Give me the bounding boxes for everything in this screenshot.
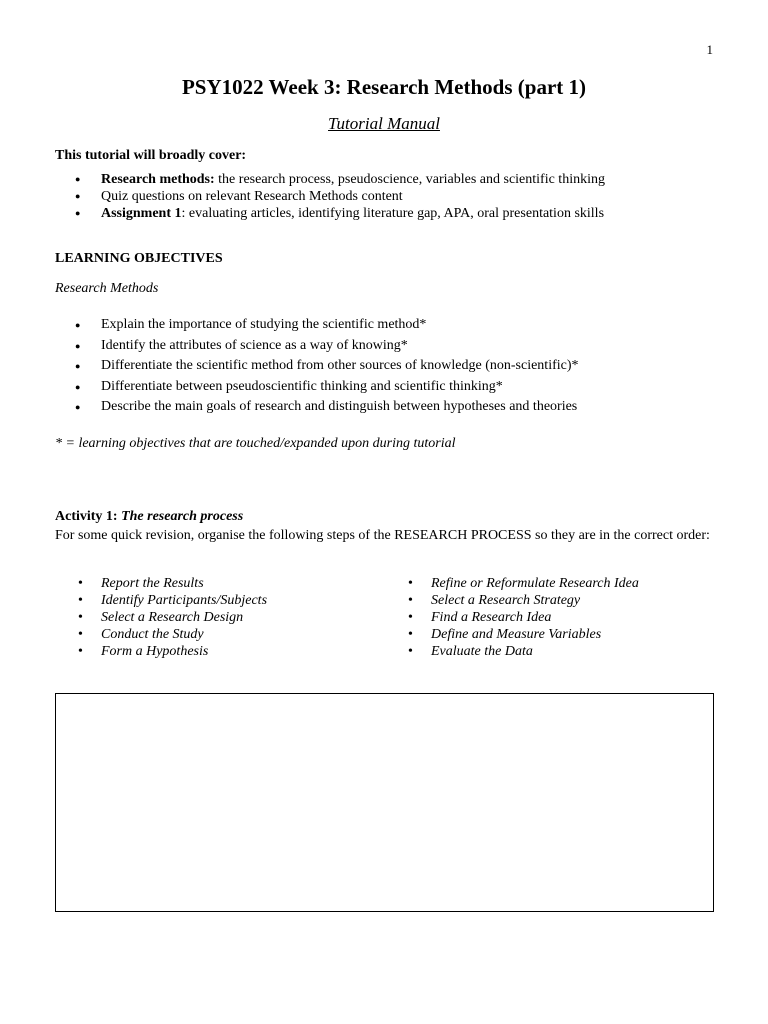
bullet-icon: ● [75, 381, 81, 392]
objectives-note: * = learning objectives that are touched/expanded upon during tutorial [55, 436, 456, 451]
step-item [78, 575, 267, 592]
step-item [78, 592, 267, 609]
steps-list-right [408, 575, 639, 660]
objective-item [55, 397, 579, 418]
step-text: Form a Hypothesis [101, 644, 209, 659]
cover-item [55, 188, 605, 205]
steps-list-left [78, 575, 267, 660]
objective-text: Differentiate the scientific method from other sources of knowledge (non-scientific)* [101, 358, 579, 373]
step-text: Select a Research Design [101, 610, 244, 625]
page-number: 1 [706, 42, 713, 57]
bullet-icon: ● [75, 402, 81, 412]
activity-instructions: For some quick revision, organise the following steps of the RESEARCH PROCESS so they are in the correct order: [55, 528, 710, 543]
objective-text: Identify the attributes of science as a way of knowing* [101, 337, 408, 353]
cover-heading: This tutorial will broadly cover: [55, 148, 247, 163]
document-subtitle: Tutorial Manual [328, 114, 440, 133]
step-text: Evaluate the Data [431, 644, 533, 659]
bullet-icon: • [78, 576, 83, 591]
objectives-list [55, 315, 579, 418]
objective-text: Explain the importance of studying the scientific method* [101, 317, 427, 332]
objective-item [55, 336, 579, 357]
cover-item-bold: Research methods: [101, 172, 215, 187]
objective-text: Describe the main goals of research and distinguish between hypotheses and theories [101, 399, 578, 414]
step-item [408, 626, 639, 643]
bullet-icon: ● [75, 320, 81, 330]
cover-item-text: Quiz questions on relevant Research Methods content [101, 189, 403, 204]
objective-item [55, 315, 579, 336]
step-item [78, 626, 267, 643]
bullet-icon: • [78, 610, 83, 625]
step-item [408, 643, 639, 660]
step-text: Refine or Reformulate Research Idea [431, 576, 639, 591]
cover-item [55, 205, 605, 222]
step-item [78, 609, 267, 626]
objective-item [55, 356, 579, 377]
step-text: Define and Measure Variables [431, 627, 602, 642]
document-title: PSY1022 Week 3: Research Methods (part 1) [181, 75, 586, 99]
bullet-icon: • [408, 644, 413, 659]
cover-item-text: : evaluating articles, identifying literature gap, APA, oral presentation skills [181, 206, 605, 221]
step-item [408, 592, 639, 609]
bullet-icon: ● [75, 340, 81, 351]
step-text: Conduct the Study [101, 627, 204, 642]
objective-item [55, 377, 579, 398]
answer-box[interactable] [55, 693, 714, 912]
bullet-icon: • [78, 627, 83, 642]
bullet-icon: • [408, 593, 413, 608]
step-item [408, 609, 639, 626]
objectives-heading: LEARNING OBJECTIVES [55, 251, 223, 266]
bullet-icon: • [408, 610, 413, 625]
bullet-icon: • [408, 627, 413, 642]
step-item [78, 643, 267, 660]
cover-item-bold: Assignment 1 [101, 206, 182, 221]
bullet-icon: • [408, 576, 413, 591]
bullet-icon: ● [75, 191, 81, 201]
step-text: Identify Participants/Subjects [101, 593, 268, 608]
activity-title: The research process [121, 509, 244, 524]
bullet-icon: ● [75, 361, 81, 371]
step-text: Select a Research Strategy [431, 593, 581, 608]
cover-item-text: the research process, pseudoscience, variables and scientific thinking [214, 172, 605, 187]
cover-list [55, 171, 605, 222]
bullet-icon: • [78, 644, 83, 659]
bullet-icon: • [78, 593, 83, 608]
cover-item [55, 171, 605, 188]
objective-text: Differentiate between pseudoscientific thinking and scientific thinking* [101, 378, 503, 394]
bullet-icon: ● [75, 174, 81, 184]
step-text: Report the Results [101, 576, 204, 591]
bullet-icon: ● [75, 208, 81, 218]
activity-label: Activity 1: [55, 509, 122, 524]
step-text: Find a Research Idea [431, 610, 552, 625]
step-item [408, 575, 639, 592]
objectives-subheading: Research Methods [55, 281, 159, 296]
activity-heading [55, 508, 715, 525]
